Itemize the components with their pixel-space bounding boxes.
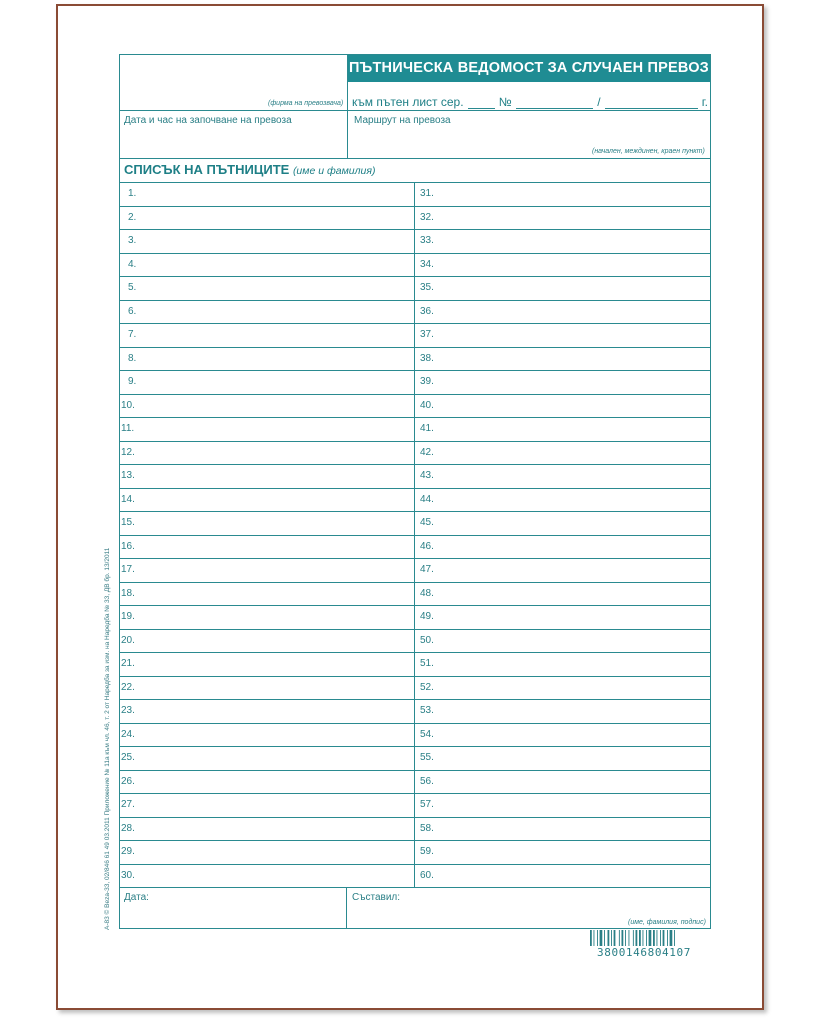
table-row[interactable] — [119, 511, 711, 512]
passenger-number-left: 3. — [128, 235, 137, 246]
passenger-number-right: 37. — [420, 329, 434, 340]
barcode-number: 3800146804107 — [586, 946, 702, 959]
passenger-number-right: 45. — [420, 517, 434, 528]
compiled-by-label: Съставил: — [352, 892, 401, 903]
table-row[interactable] — [119, 370, 711, 371]
passenger-number-right: 44. — [420, 493, 434, 505]
passenger-number-right: 60. — [420, 869, 434, 881]
route-label: Маршрут на превоза — [354, 115, 451, 126]
side-imprint: А-83 © Вeza-33, 02/846 61 49 03.2011 Приложение № 11а към чл. 46, т. 2 от Наредба за изм. на Наредба № 33, ДВ бр. 13/2011 — [104, 547, 111, 930]
waybill-number-sign: № — [498, 95, 512, 109]
start-datetime-label: Дата и час на започване на превоза — [124, 115, 292, 126]
passenger-number-left: 12. — [121, 446, 135, 458]
passenger-number-left: 9. — [128, 376, 137, 387]
waybill-slash: / — [597, 95, 601, 109]
passenger-number-right: 51. — [420, 658, 434, 669]
table-row[interactable] — [119, 582, 711, 583]
passenger-number-left: 14. — [121, 493, 135, 505]
passenger-number-left: 17. — [121, 564, 135, 575]
passenger-number-left: 23. — [121, 705, 135, 716]
table-row[interactable] — [119, 417, 711, 418]
waybill-number-field[interactable] — [516, 97, 594, 109]
passenger-number-left: 2. — [128, 211, 137, 223]
passenger-number-left: 7. — [128, 329, 137, 340]
table-row[interactable] — [119, 605, 711, 606]
passenger-number-left: 30. — [121, 869, 135, 881]
table-row[interactable] — [119, 840, 711, 841]
footer-line — [119, 887, 711, 888]
table-row[interactable] — [119, 629, 711, 630]
passenger-number-right: 39. — [420, 376, 434, 387]
company-hint: (фирма на превозвача) — [268, 100, 344, 107]
passenger-number-right: 42. — [420, 446, 434, 458]
table-row[interactable] — [119, 206, 711, 207]
passenger-number-left: 22. — [121, 681, 135, 693]
passenger-number-left: 13. — [121, 470, 135, 481]
passenger-number-right: 48. — [420, 587, 434, 599]
passenger-number-right: 50. — [420, 634, 434, 646]
waybill-reference — [352, 95, 708, 109]
passenger-number-left: 10. — [121, 399, 135, 411]
passenger-list-subtitle: (име и фамилия) — [292, 165, 376, 177]
passenger-list-title — [124, 162, 376, 177]
table-row[interactable] — [119, 229, 711, 230]
passenger-number-left: 4. — [128, 258, 137, 270]
header-line-1 — [119, 110, 711, 111]
date-label: Дата: — [124, 892, 149, 903]
passenger-number-right: 46. — [420, 540, 434, 552]
passenger-number-right: 53. — [420, 705, 434, 716]
passenger-number-left: 8. — [128, 352, 137, 364]
table-row[interactable] — [119, 347, 711, 348]
form-frame — [119, 54, 711, 929]
passenger-number-right: 38. — [420, 352, 434, 364]
passenger-number-left: 18. — [121, 587, 135, 599]
table-row[interactable] — [119, 699, 711, 700]
passenger-number-right: 52. — [420, 681, 434, 693]
table-row[interactable] — [119, 488, 711, 489]
passenger-number-left: 29. — [121, 846, 135, 857]
passenger-number-right: 59. — [420, 846, 434, 857]
compiled-by-hint: (име, фамилия, подпис) — [628, 919, 706, 926]
table-row[interactable] — [119, 864, 711, 865]
passenger-number-right: 40. — [420, 399, 434, 411]
passenger-number-right: 43. — [420, 470, 434, 481]
passenger-number-left: 1. — [128, 188, 137, 199]
table-row[interactable] — [119, 535, 711, 536]
passenger-number-right: 31. — [420, 188, 434, 199]
table-row[interactable] — [119, 676, 711, 677]
passenger-number-left: 25. — [121, 752, 135, 763]
table-row[interactable] — [119, 652, 711, 653]
passenger-number-left: 16. — [121, 540, 135, 552]
passenger-number-left: 15. — [121, 517, 135, 528]
table-row[interactable] — [119, 723, 711, 724]
passenger-number-right: 56. — [420, 775, 434, 787]
passenger-number-right: 47. — [420, 564, 434, 575]
table-row[interactable] — [119, 770, 711, 771]
passenger-number-right: 36. — [420, 305, 434, 317]
passenger-number-left: 24. — [121, 728, 135, 740]
passenger-number-left: 28. — [121, 822, 135, 834]
passenger-number-left: 19. — [121, 611, 135, 622]
passenger-number-right: 34. — [420, 258, 434, 270]
waybill-prefix: към пътен лист сер. — [352, 95, 464, 109]
passenger-number-right: 41. — [420, 423, 434, 434]
series-field[interactable] — [468, 97, 495, 109]
passenger-number-left: 27. — [121, 799, 135, 810]
passenger-number-right: 32. — [420, 211, 434, 223]
route-hint: (начален, междинен, краен пункт) — [592, 148, 705, 155]
passenger-number-right: 54. — [420, 728, 434, 740]
table-row[interactable] — [119, 464, 711, 465]
passenger-number-left: 20. — [121, 634, 135, 646]
passenger-number-right: 55. — [420, 752, 434, 763]
table-row[interactable] — [119, 746, 711, 747]
passenger-number-left: 21. — [121, 658, 135, 669]
passenger-number-right: 57. — [420, 799, 434, 810]
passenger-number-right: 58. — [420, 822, 434, 834]
passenger-number-left: 26. — [121, 775, 135, 787]
table-row[interactable] — [119, 394, 711, 395]
footer-divider — [346, 887, 347, 929]
table-row[interactable] — [119, 441, 711, 442]
waybill-year: г. — [701, 95, 708, 109]
table-row[interactable] — [119, 253, 711, 254]
form-title: ПЪТНИЧЕСКА ВЕДОМОСТ ЗА СЛУЧАЕН ПРЕВОЗ — [349, 60, 709, 76]
table-row[interactable] — [119, 558, 711, 559]
table-row[interactable] — [119, 793, 711, 794]
header-divider — [347, 54, 348, 158]
waybill-date-field[interactable] — [605, 97, 698, 109]
passenger-number-right: 49. — [420, 611, 434, 622]
passenger-number-left: 11. — [121, 423, 135, 434]
list-header-line — [119, 182, 711, 183]
table-row[interactable] — [119, 323, 711, 324]
table-row[interactable] — [119, 276, 711, 277]
header-line-2 — [119, 158, 711, 159]
passenger-number-right: 33. — [420, 235, 434, 246]
table-row[interactable] — [119, 300, 711, 301]
passenger-number-right: 35. — [420, 282, 434, 293]
table-row[interactable] — [119, 817, 711, 818]
passenger-number-left: 6. — [128, 305, 137, 317]
passenger-number-left: 5. — [128, 282, 137, 293]
passenger-list-heading: СПИСЪК НА ПЪТНИЦИТЕ — [124, 162, 290, 177]
